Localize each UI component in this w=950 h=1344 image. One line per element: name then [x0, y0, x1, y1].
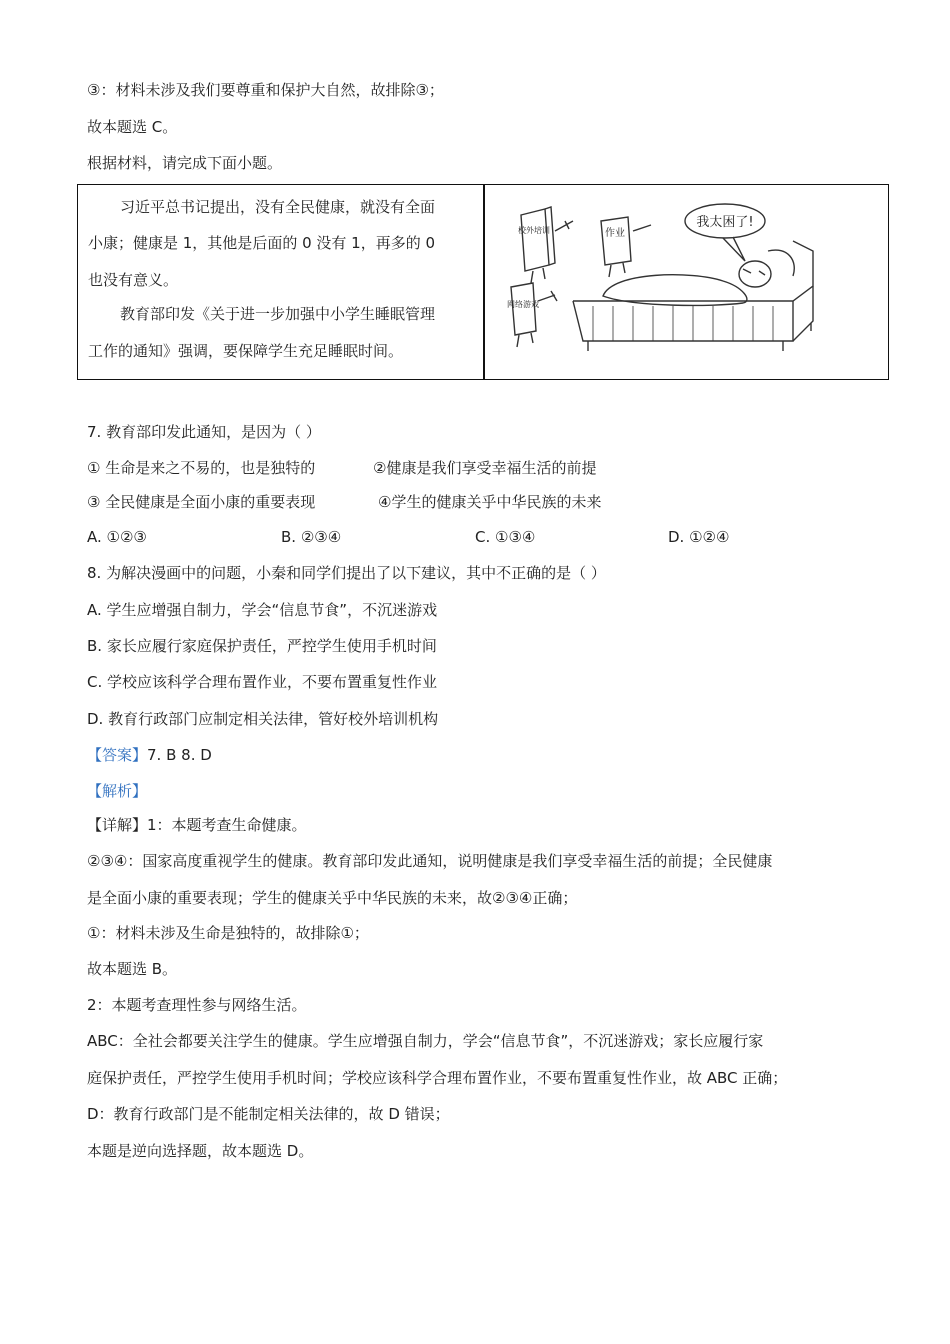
sign-games-text: 网络游戏 [507, 300, 539, 309]
q7-option-a: A. ①②③ [87, 528, 147, 546]
q8-option-b: B. 家长应履行家庭保护责任，严控学生使用手机时间 [87, 637, 437, 655]
analysis-line: ②③④：国家高度重视学生的健康。教育部印发此通知，说明健康是我们享受幸福生活的前提；全民健康 [87, 852, 773, 870]
q7-option-b: B. ②③④ [281, 528, 342, 546]
answer-line [87, 744, 212, 766]
q8-option-a: A. 学生应增强自制力，学会“信息节食”，不沉迷游戏 [87, 601, 438, 619]
material-text: 习近平总书记提出，没有全民健康，就没有全面 [120, 198, 436, 216]
q8-option-c: C. 学校应该科学合理布置作业，不要布置重复性作业 [87, 673, 438, 691]
analysis-line: 庭保护责任，严控学生使用手机时间；学校应该科学合理布置作业，不要布置重复性作业，故 ABC 正确； [87, 1069, 788, 1087]
analysis-line: ①：材料未涉及生命是独特的，故排除①； [87, 924, 369, 942]
analysis-line: 2：本题考查理性参与网络生活。 [87, 996, 307, 1014]
analysis-line: 是全面小康的重要表现；学生的健康关乎中华民族的未来，故②③④正确； [87, 889, 578, 907]
q7-statement: ②健康是我们享受幸福生活的前提 [373, 459, 597, 477]
q7-option-d: D. ①②④ [668, 528, 730, 546]
cartoon-illustration [493, 191, 883, 373]
question-7-stem: 7. 教育部印发此通知，是因为（ ） [87, 423, 321, 441]
sign-training-text: 校外培训 [518, 226, 550, 235]
sign-homework-text: 作业 [605, 228, 625, 239]
text-line: 根据材料，请完成下面小题。 [87, 154, 283, 172]
answer-label: 【答案】 [87, 746, 148, 764]
q7-statement: ① 生命是来之不易的，也是独特的 [87, 459, 316, 477]
question-8-stem: 8. 为解决漫画中的问题，小秦和同学们提出了以下建议，其中不正确的是（ ） [87, 564, 606, 582]
analysis-line: 【详解】1：本题考查生命健康。 [87, 816, 307, 834]
analysis-line: 故本题选 B。 [87, 960, 178, 978]
q7-statement: ④学生的健康关乎中华民族的未来 [378, 493, 602, 511]
q7-option-c: C. ①③④ [475, 528, 536, 546]
material-text: 工作的通知》强调，要保障学生充足睡眠时间。 [88, 342, 404, 360]
material-text: 小康；健康是 1，其他是后面的 0 没有 1，再多的 0 [88, 234, 436, 252]
material-text: 教育部印发《关于进一步加强中小学生睡眠管理 [120, 305, 436, 323]
analysis-line: ABC：全社会都要关注学生的健康。学生应增强自制力，学会“信息节食”，不沉迷游戏；家长应履行家 [87, 1032, 764, 1050]
analysis-label: 【解析】 [87, 782, 148, 800]
speech-text: 我太困了! [696, 215, 754, 230]
text-line: 故本题选 C。 [87, 118, 178, 136]
q8-option-d: D. 教育行政部门应制定相关法律，管好校外培训机构 [87, 710, 439, 728]
text-line: ③：材料未涉及我们要尊重和保护大自然，故排除③； [87, 81, 444, 99]
analysis-line: 本题是逆向选择题，故本题选 D。 [87, 1142, 314, 1160]
material-box [77, 184, 889, 380]
material-text: 也没有意义。 [88, 271, 179, 289]
analysis-line: D：教育行政部门是不能制定相关法律的，故 D 错误； [87, 1105, 450, 1123]
q7-statement: ③ 全民健康是全面小康的重要表现 [87, 493, 316, 511]
answer-text: 7. B 8. D [147, 746, 212, 764]
table-divider [483, 185, 485, 379]
